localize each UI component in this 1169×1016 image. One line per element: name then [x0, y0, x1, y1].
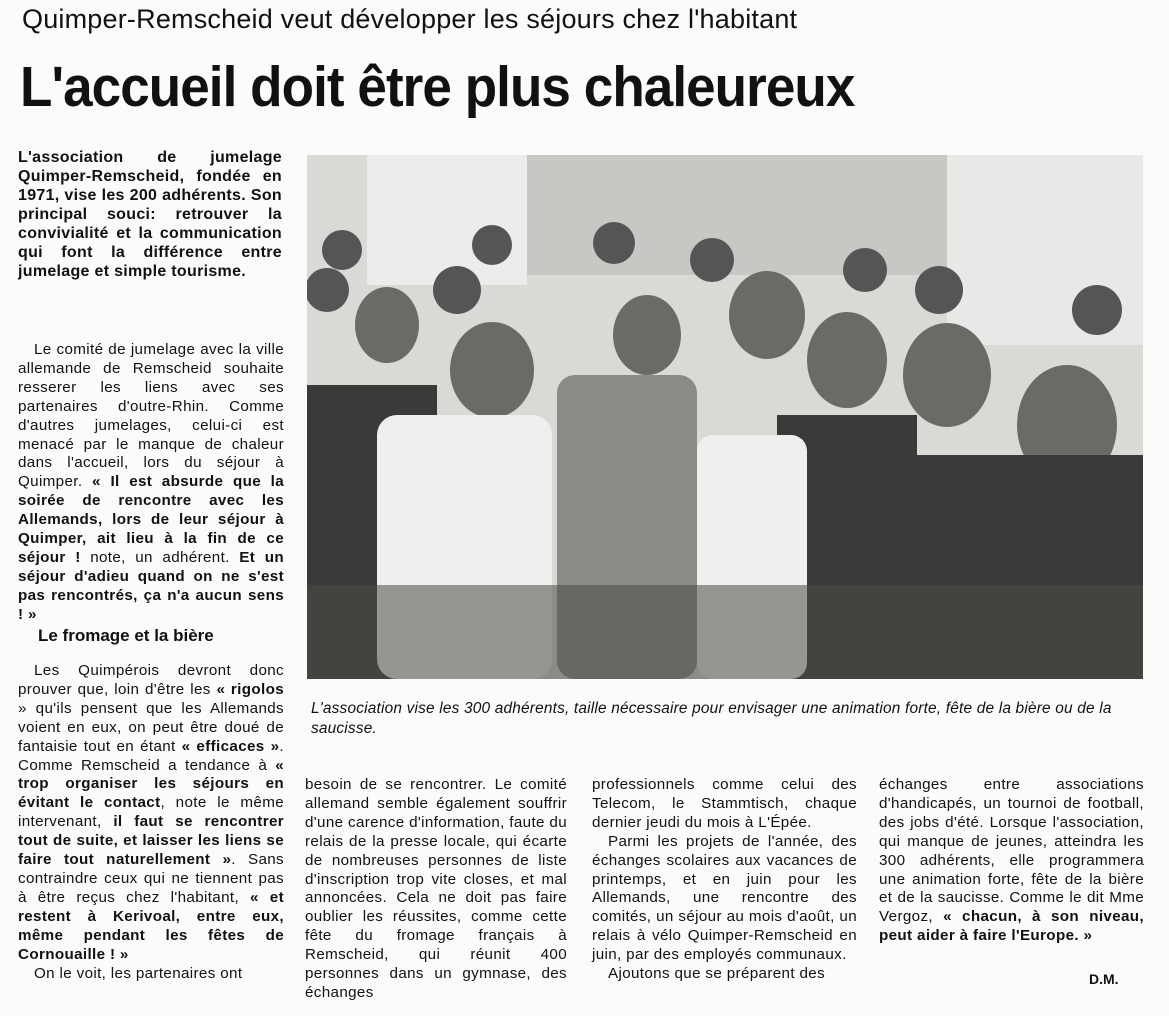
column-2 [305, 776, 567, 1003]
subhead: Le fromage et la bière [38, 626, 214, 645]
col3-paragraph-2: Parmi les projets de l'année, des échanges scolaires aux vacances de printemps, et en juin pour les Allemands, une rencontre des comités, un séjour au mois d'août, un relais à vélo Quimper-Remscheid en juin, par des employés communaux. [592, 832, 857, 964]
col3-paragraph-1: professionnels comme celui des Telecom, le Stammtisch, chaque dernier jeudi du mois à L'Épée. [592, 776, 857, 831]
col2-paragraph: besoin de se rencontrer. Le comité allemand semble également souffrir d'une carence d'information, faute du relais de la presse locale, qui écarte de nombreuses personnes de liste d'inscription trop vite closes, et mal annoncées. Cela ne doit pas faire oublier les réussites, comme cette fête du fromage français à Remscheid, qui réunit 400 personnes dans un gymnase, des échanges [305, 776, 567, 1001]
column-4 [879, 776, 1144, 946]
col1-paragraph-3: On le voit, les partenaires ont [34, 964, 243, 982]
column-1-continued [18, 662, 284, 983]
column-3 [592, 776, 857, 984]
col1-paragraph-1: Le comité de jumelage avec la ville allemande de Remscheid souhaite resserer les liens avec ses partenaires d'outre-Rhin. Comme d'autres jumelages, celui-ci est menacé par le manque de chaleur dans l'accueil, lors du séjour à Quimper. « Il est absurde que la soirée de rencontre avec les Allemands, lors de leur séjour à Quimper, ait lieu à la fin de ce séjour ! note, un adhérent. Et un séjour d'adieu quand on ne s'est pas rencontrés, ça n'a aucun sens ! » [18, 341, 284, 623]
lead-paragraph: L'association de jumelage Quimper-Remscheid, fondée en 1971, vise les 200 adhérents. Son principal souci: retrouver la convivialité et la communication qui font la différence entre jumelage et simple tourisme. [18, 149, 282, 280]
column-1 [18, 341, 284, 625]
headline: L'accueil doit être plus chaleureux [20, 55, 855, 119]
kicker: Quimper-Remscheid veut développer les séjours chez l'habitant [22, 4, 798, 34]
signature: D.M. [1089, 971, 1119, 987]
col4-paragraph: échanges entre associations d'handicapés, un tournoi de football, des jobs d'été. Lorsque l'association, qui manque de jeunes, atteindra les 300 adhérents, elle programmera une animation forte, fête de la bière et de la saucisse. Comme le dit Mme Vergoz, « chacun, à son niveau, peut aider à faire l'Europe. » [879, 776, 1144, 945]
audience-photo-illustration [307, 155, 1143, 679]
col3-paragraph-3: Ajoutons que se préparent des [608, 965, 826, 983]
photo-caption: L'association vise les 300 adhérents, taille nécessaire pour envisager une animation forte, fête de la bière ou de la saucisse. [311, 700, 1112, 737]
photo [307, 155, 1143, 679]
col1-paragraph-2: Les Quimpérois devront donc prouver que, loin d'être les « rigolos » qu'ils pensent que les Allemands voient en eux, on peut être doué de fantaisie tout en étant « efficaces ». Comme Remscheid a tendance à « trop organiser les séjours en évitant le contact, note le même intervenant, il faut se rencontrer tout de suite, et laisser les liens se faire tout naturellement ». Sans contraindre ceux qui ne tiennent pas à être reçus chez l'habitant, « et restent à Kerivoal, entre eux, même pendant les fêtes de Cornouaille ! » [18, 662, 285, 963]
